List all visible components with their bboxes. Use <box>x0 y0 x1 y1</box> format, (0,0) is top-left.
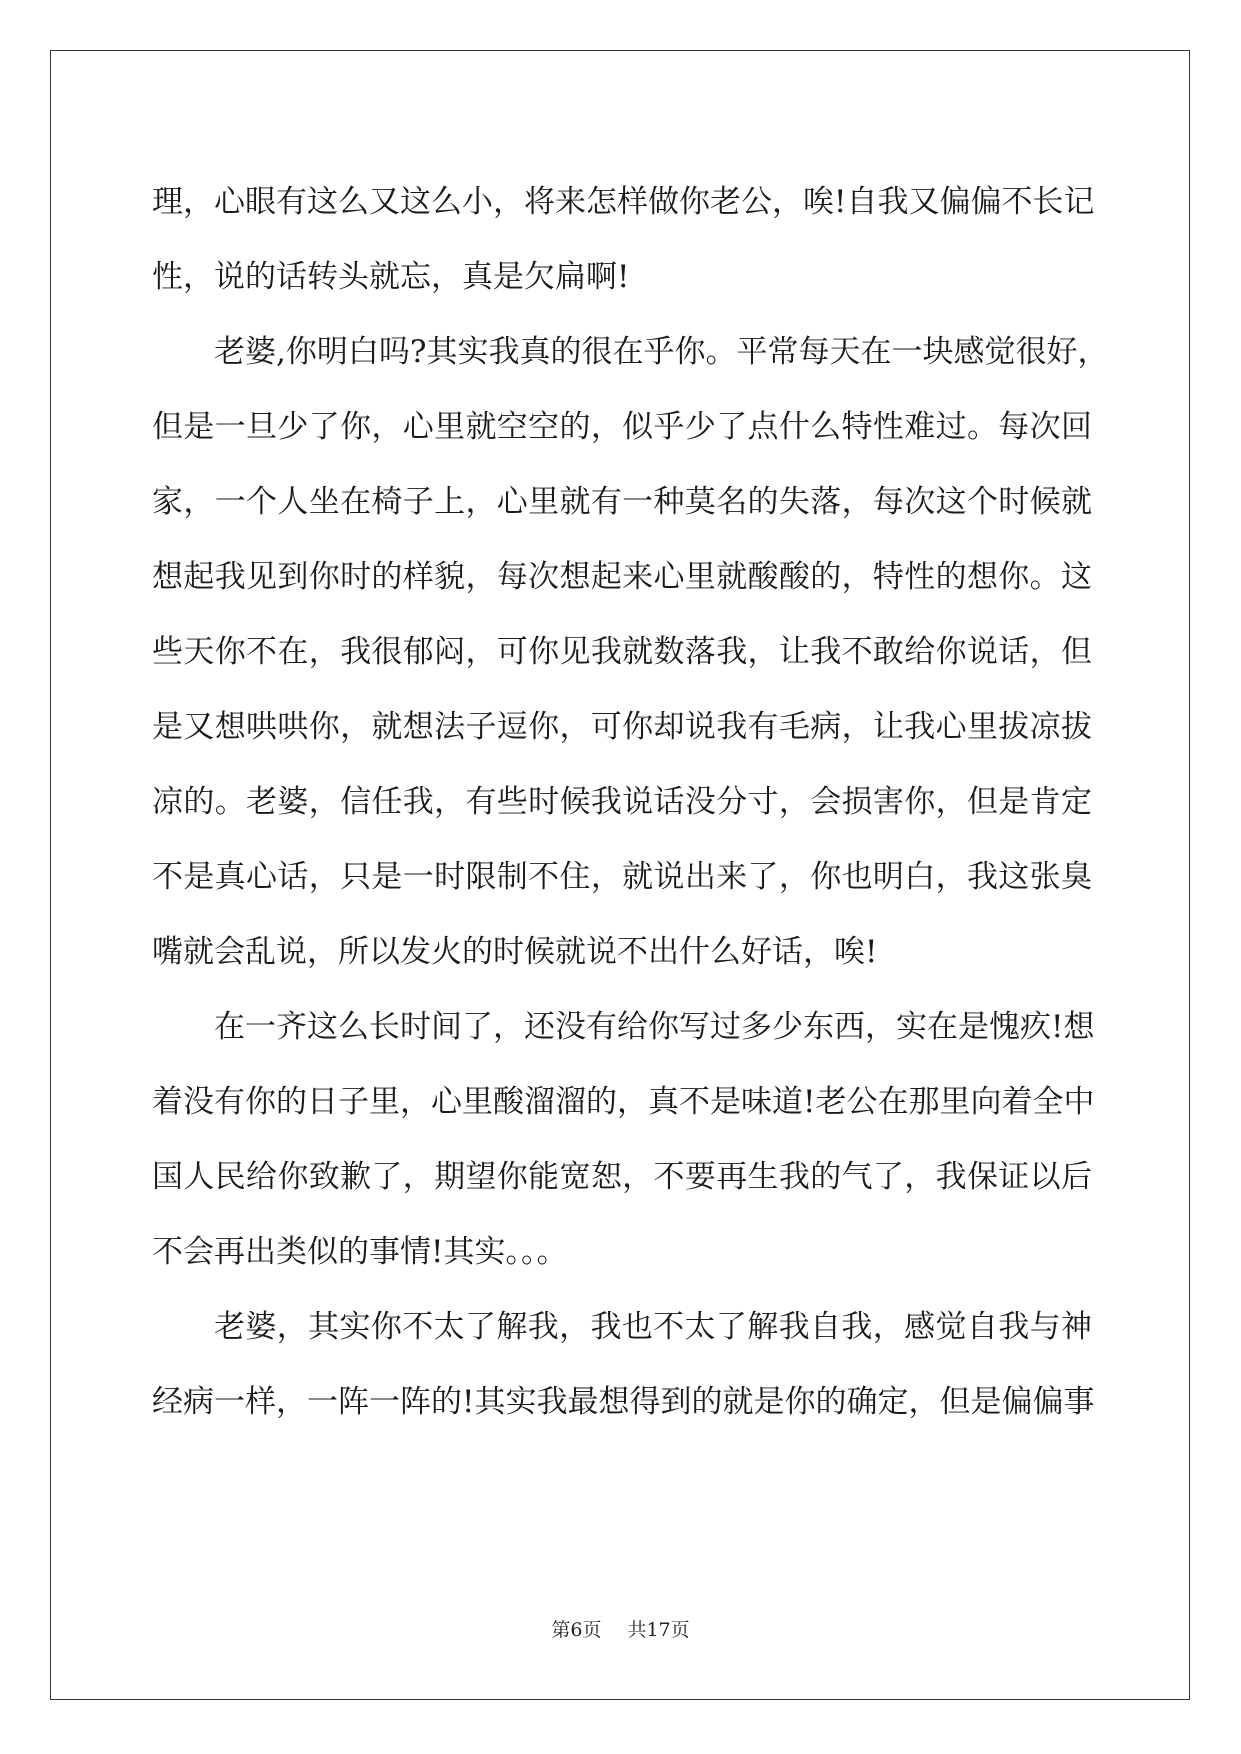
paragraph-first-line: 在一齐这么长时间了，还没有给你写过多少东西，实在是愧疚!想 <box>214 1009 1095 1045</box>
page-number: 第6页 <box>551 1619 602 1641</box>
text-line: 凉的。老婆，信任我，有些时候我说话没分寸，会损害你，但是肯定 <box>152 784 1092 820</box>
paragraph-first-line: 老婆，其实你不太了解我，我也不太了解我自我，感觉自我与神 <box>214 1309 1092 1345</box>
text-line: 经病一样，一阵一阵的!其实我最想得到的就是你的确定，但是偏偏事 <box>152 1384 1095 1420</box>
text-line: 不是真心话，只是一时限制不住，就说出来了，你也明白，我这张臭 <box>152 859 1092 895</box>
text-line: 但是一旦少了你，心里就空空的，似乎少了点什么特性难过。每次回 <box>152 409 1092 445</box>
page-footer <box>0 1615 1241 1642</box>
text-line: 家，一个人坐在椅子上，心里就有一种莫名的失落，每次这个时候就 <box>152 484 1092 520</box>
text-line: 理，心眼有这么又这么小，将来怎样做你老公，唉!自我又偏偏不长记 <box>152 184 1095 220</box>
text-line: 着没有你的日子里，心里酸溜溜的，真不是味道!老公在那里向着全中 <box>152 1084 1095 1120</box>
text-line: 是又想哄哄你，就想法子逗你，可你却说我有毛病，让我心里拔凉拔 <box>152 709 1092 745</box>
text-line: 不会再出类似的事情!其实。。。 <box>152 1234 568 1270</box>
body-text <box>152 165 1109 1440</box>
paragraph-first-line: 老婆,你明白吗?其实我真的很在乎你。平常每天在一块感觉很好， <box>214 334 1109 370</box>
text-line: 性，说的话转头就忘，真是欠扁啊! <box>152 259 630 295</box>
text-line: 国人民给你致歉了，期望你能宽恕，不要再生我的气了，我保证以后 <box>152 1159 1092 1195</box>
text-line: 些天你不在，我很郁闷，可你见我就数落我，让我不敢给你说话，但 <box>152 634 1092 670</box>
text-line: 嘴就会乱说，所以发火的时候就说不出什么好话，唉! <box>152 934 878 970</box>
page-total: 共17页 <box>627 1619 690 1641</box>
text-line: 想起我见到你时的样貌，每次想起来心里就酸酸的，特性的想你。这 <box>152 559 1092 595</box>
